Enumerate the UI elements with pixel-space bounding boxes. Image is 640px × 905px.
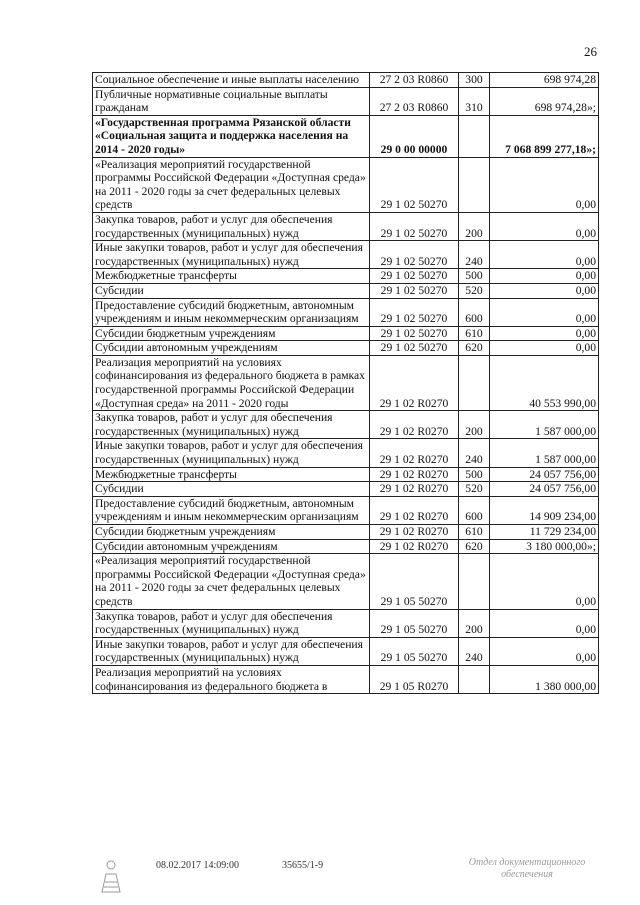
row-name: Иные закупки товаров, работ и услуг для обеспечения государственных (муниципальных) нужд [93,439,370,467]
row-name: Социальное обеспечение и иные выплаты населению [93,73,370,88]
row-name: Предоставление субсидий бюджетным, автономным учреждениям и иным некоммерческим организациям [93,496,370,524]
stamp-line-1: Отдел документационного [468,857,586,868]
row-code: 29 1 05 R0270 [370,665,459,693]
row-code: 29 1 05 50270 [370,609,459,637]
row-name: Субсидии автономным учреждениям [93,341,370,356]
row-type [459,115,490,157]
row-amount: 698 974,28»; [490,87,599,115]
row-code: 29 1 02 50270 [370,212,459,240]
row-type: 600 [459,496,490,524]
row-name: Субсидии [93,482,370,497]
page-number: 26 [584,44,597,59]
row-type: 610 [459,326,490,341]
row-type: 200 [459,609,490,637]
row-type: 240 [459,439,490,467]
row-type [459,157,490,212]
row-name: Закупка товаров, работ и услуг для обеспечения государственных (муниципальных) нужд [93,411,370,439]
row-type: 600 [459,298,490,326]
row-type [459,665,490,693]
row-type: 620 [459,539,490,554]
stamp-line-2: обеспечения [501,869,553,880]
table-row [93,355,599,410]
table-row [93,665,599,693]
footer-date: 08.02.2017 14:09:00 [156,860,240,871]
row-name: Публичные нормативные социальные выплаты гражданам [93,87,370,115]
office-stamp [452,857,602,881]
table-row [93,496,599,524]
row-type: 520 [459,482,490,497]
row-name: Субсидии бюджетным учреждениям [93,525,370,540]
row-amount: 698 974,28 [490,73,599,88]
row-code: 29 1 02 50270 [370,157,459,212]
seal-icon [96,858,126,894]
row-amount: 0,00 [490,157,599,212]
table-row [93,411,599,439]
footer-doc-id: 35655/1-9 [282,860,324,871]
table-row [93,637,599,665]
row-code: 29 1 05 50270 [370,637,459,665]
row-amount: 11 729 234,00 [490,525,599,540]
table-row [93,115,599,157]
row-code: 29 1 02 R0270 [370,355,459,410]
row-code: 29 1 02 50270 [370,269,459,284]
row-name: Субсидии автономным учреждениям [93,539,370,554]
table-row [93,298,599,326]
table-row [93,467,599,482]
row-name: Закупка товаров, работ и услуг для обеспечения государственных (муниципальных) нужд [93,212,370,240]
table-row [93,554,599,609]
row-name: Межбюджетные трансферты [93,269,370,284]
table-row [93,525,599,540]
row-code: 29 1 02 R0270 [370,439,459,467]
table-row [93,482,599,497]
row-amount: 14 909 234,00 [490,496,599,524]
budget-table [92,72,599,694]
row-code: 29 1 02 50270 [370,341,459,356]
row-amount: 0,00 [490,283,599,298]
row-name: Предоставление субсидий бюджетным, автономным учреждениям и иным некоммерческим организациям [93,298,370,326]
table-row [93,341,599,356]
row-amount: 1 587 000,00 [490,411,599,439]
row-type [459,554,490,609]
row-type: 310 [459,87,490,115]
row-code: 27 2 03 R0860 [370,73,459,88]
row-amount: 0,00 [490,298,599,326]
row-type: 300 [459,73,490,88]
row-amount: 0,00 [490,212,599,240]
row-code: 29 1 02 50270 [370,241,459,269]
row-amount: 7 068 899 277,18»; [490,115,599,157]
table-row [93,609,599,637]
row-code: 29 0 00 00000 [370,115,459,157]
row-name: Иные закупки товаров, работ и услуг для обеспечения государственных (муниципальных) нужд [93,637,370,665]
row-code: 29 1 02 R0270 [370,496,459,524]
row-name: «Реализация мероприятий государственной программы Российской Федерации «Доступная среда» на 2011 - 2020 годы за счет федеральных целевых средств [93,554,370,609]
row-type: 620 [459,341,490,356]
row-amount: 0,00 [490,241,599,269]
row-code: 29 1 05 50270 [370,554,459,609]
row-code: 29 1 02 50270 [370,298,459,326]
row-type: 240 [459,241,490,269]
row-code: 29 1 02 R0270 [370,411,459,439]
row-amount: 24 057 756,00 [490,482,599,497]
row-code: 29 1 02 R0270 [370,482,459,497]
row-amount: 24 057 756,00 [490,467,599,482]
row-type: 200 [459,411,490,439]
row-name: Закупка товаров, работ и услуг для обеспечения государственных (муниципальных) нужд [93,609,370,637]
row-code: 29 1 02 R0270 [370,539,459,554]
row-type [459,355,490,410]
table-row [93,212,599,240]
row-amount: 0,00 [490,637,599,665]
row-code: 29 1 02 R0270 [370,525,459,540]
row-type: 200 [459,212,490,240]
table-row [93,439,599,467]
row-type: 500 [459,467,490,482]
row-name: Иные закупки товаров, работ и услуг для обеспечения государственных (муниципальных) нужд [93,241,370,269]
row-amount: 0,00 [490,341,599,356]
row-type: 500 [459,269,490,284]
row-code: 29 1 02 50270 [370,283,459,298]
row-amount: 1 380 000,00 [490,665,599,693]
row-amount: 0,00 [490,609,599,637]
table-row [93,73,599,88]
table-row [93,157,599,212]
row-type: 520 [459,283,490,298]
table-row [93,241,599,269]
row-name: Межбюджетные трансферты [93,467,370,482]
row-amount: 0,00 [490,326,599,341]
row-amount: 40 553 990,00 [490,355,599,410]
row-code: 29 1 02 R0270 [370,467,459,482]
row-name: Субсидии бюджетным учреждениям [93,326,370,341]
table-row [93,87,599,115]
table-row [93,283,599,298]
table-row [93,539,599,554]
row-code: 29 1 02 50270 [370,326,459,341]
row-amount: 0,00 [490,269,599,284]
row-name: Субсидии [93,283,370,298]
table-row [93,326,599,341]
row-type: 610 [459,525,490,540]
row-amount: 1 587 000,00 [490,439,599,467]
row-name: «Государственная программа Рязанской области «Социальная защита и поддержка населения на 2014 - 2020 годы» [93,115,370,157]
table-row [93,269,599,284]
row-type: 240 [459,637,490,665]
row-amount: 3 180 000,00»; [490,539,599,554]
budget-table-body [93,73,599,694]
row-name: Реализация мероприятий на условиях софинансирования из федерального бюджета в рамках государственной программы Российской Федерации «Доступная среда» на 2011 - 2020 годы [93,355,370,410]
row-amount: 0,00 [490,554,599,609]
row-name: «Реализация мероприятий государственной программы Российской Федерации «Доступная среда» на 2011 - 2020 годы за счет федеральных целевых средств [93,157,370,212]
row-code: 27 2 03 R0860 [370,87,459,115]
row-name: Реализация мероприятий на условиях софинансирования из федерального бюджета в [93,665,370,693]
